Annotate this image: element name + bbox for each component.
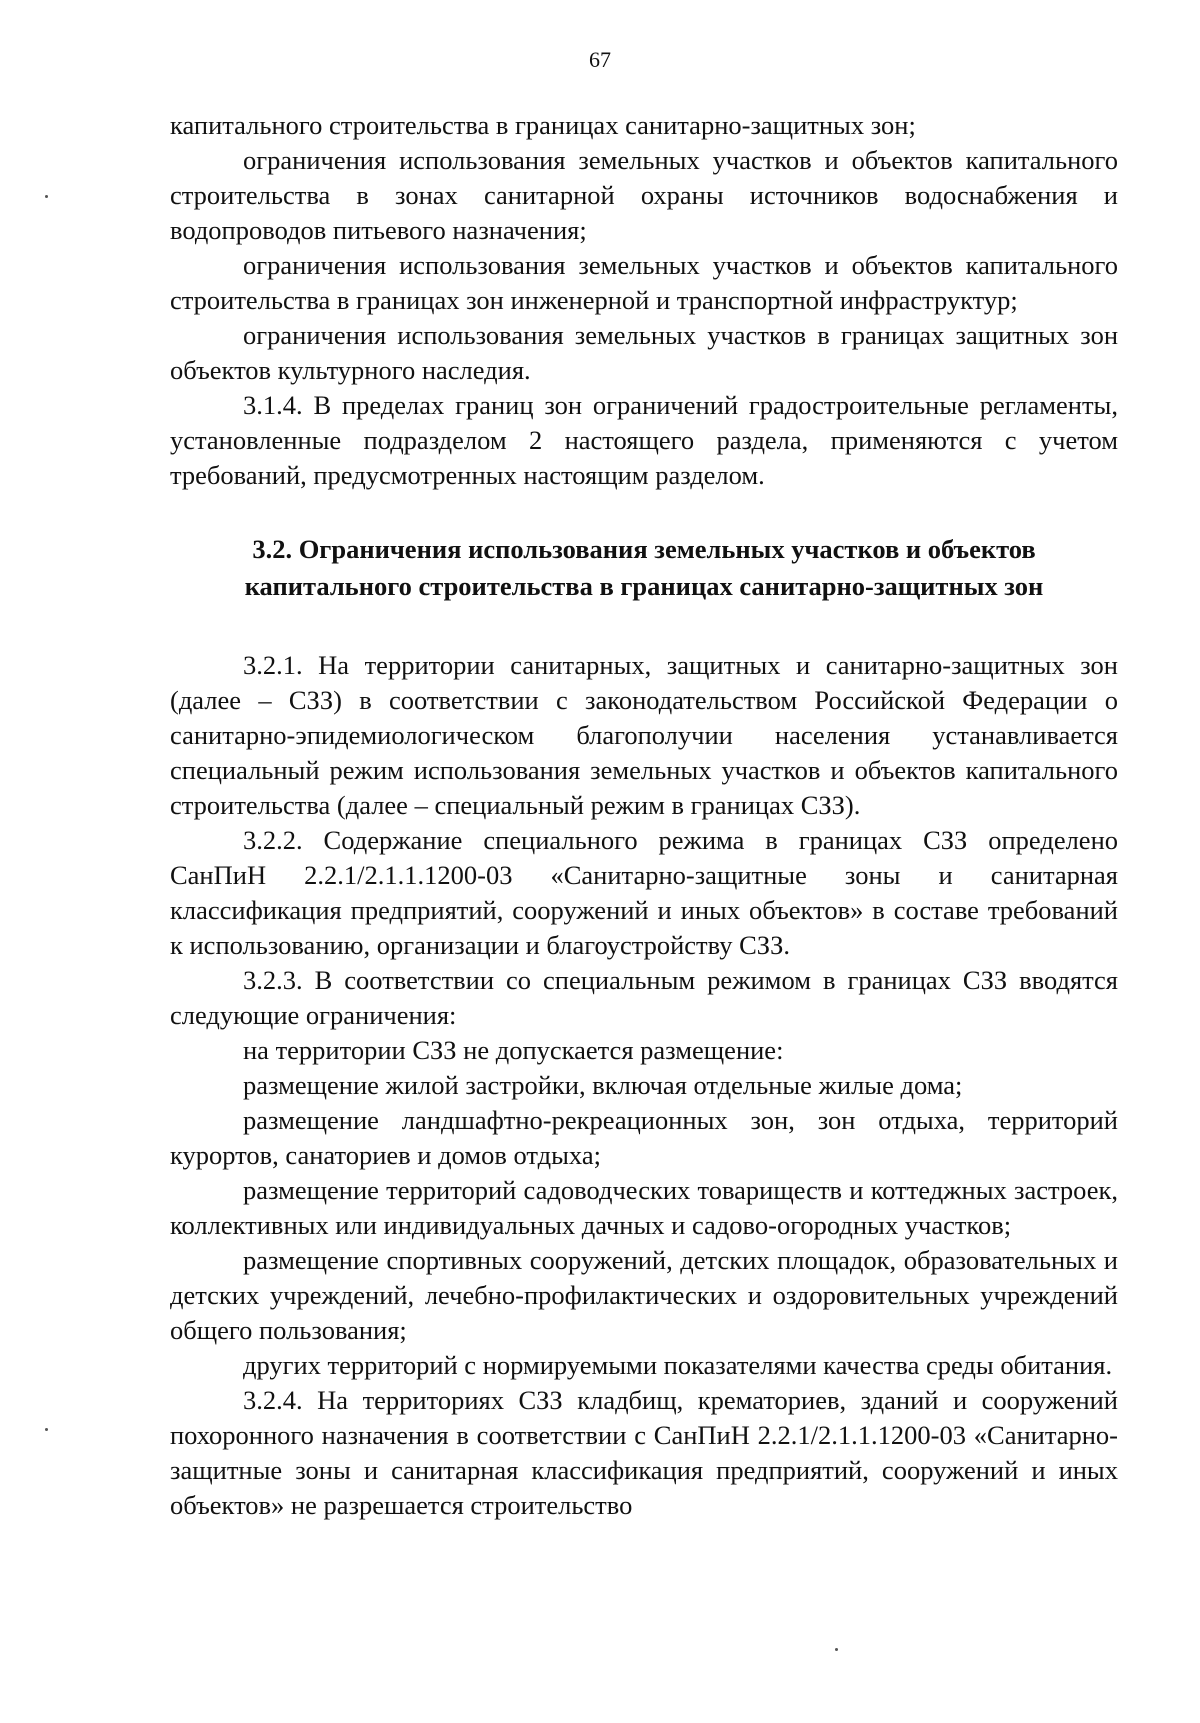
document-body <box>170 108 1118 1523</box>
paragraph-bottom-8: других территорий с нормируемыми показателями качества среды обитания. <box>243 1350 1113 1380</box>
section-heading <box>170 531 1118 605</box>
bottom-section <box>170 648 1118 1523</box>
scan-speck <box>835 1648 838 1651</box>
section-heading-line2: капитального строительства в границах санитарно-защитных зон <box>244 571 1044 601</box>
top-section <box>170 108 1118 493</box>
scan-speck <box>45 1428 48 1431</box>
paragraph-bottom-3: на территории СЗЗ не допускается размещение: <box>243 1035 784 1065</box>
page-number: 67 <box>589 47 611 72</box>
paragraph-bottom-1: 3.2.2. Содержание специального режима в границах СЗЗ определено СанПиН 2.2.1/2.1.1.1200-03 «Санитарно-защитные зоны и санитарная классификация предприятий, сооружений и иных объектов» в составе требований к использованию, организации и благоустройству СЗЗ. <box>170 825 1118 960</box>
paragraph-bottom-9: 3.2.4. На территориях СЗЗ кладбищ, крематориев, зданий и сооружений похоронного назначения в соответствии с СанПиН 2.2.1/2.1.1.1200-03 «Санитарно-защитные зоны и санитарная классификация предприятий, сооружений и иных объектов» не разрешается строительство <box>170 1385 1118 1520</box>
paragraph-top-3: ограничения использования земельных участков в границах защитных зон объектов культурного наследия. <box>170 320 1118 385</box>
paragraph-bottom-6: размещение территорий садоводческих товариществ и коттеджных застроек, коллективных или индивидуальных дачных и садово-огородных участков; <box>170 1175 1118 1240</box>
scan-speck <box>45 195 48 198</box>
paragraph-top-1: ограничения использования земельных участков и объектов капитального строительства в зонах санитарной охраны источников водоснабжения и водопроводов питьевого назначения; <box>170 145 1118 245</box>
paragraph-top-4: 3.1.4. В пределах границ зон ограничений градостроительные регламенты, установленные подразделом 2 настоящего раздела, применяются с учетом требований, предусмотренных настоящим разделом. <box>170 390 1118 490</box>
paragraph-top-0: капитального строительства в границах санитарно-защитных зон; <box>170 110 916 140</box>
paragraph-top-2: ограничения использования земельных участков и объектов капитального строительства в границах зон инженерной и транспортной инфраструктур; <box>170 250 1118 315</box>
paragraph-bottom-7: размещение спортивных сооружений, детских площадок, образовательных и детских учреждений, лечебно-профилактических и оздоровительных учреждений общего пользования; <box>170 1245 1118 1345</box>
paragraph-bottom-5: размещение ландшафтно-рекреационных зон, зон отдыха, территорий курортов, санаториев и домов отдыха; <box>170 1105 1118 1170</box>
section-heading-line1: 3.2. Ограничения использования земельных участков и объектов <box>252 534 1036 564</box>
paragraph-bottom-2: 3.2.3. В соответствии со специальным режимом в границах СЗЗ вводятся следующие ограничения: <box>170 965 1118 1030</box>
paragraph-bottom-4: размещение жилой застройки, включая отдельные жилые дома; <box>243 1070 963 1100</box>
paragraph-bottom-0: 3.2.1. На территории санитарных, защитных и санитарно-защитных зон (далее – СЗЗ) в соответствии с законодательством Российской Федерации о санитарно-эпидемиологическом благополучии населения устанавливается специальный режим использования земельных участков и объектов капитального строительства (далее – специальный режим в границах СЗЗ). <box>170 650 1118 820</box>
